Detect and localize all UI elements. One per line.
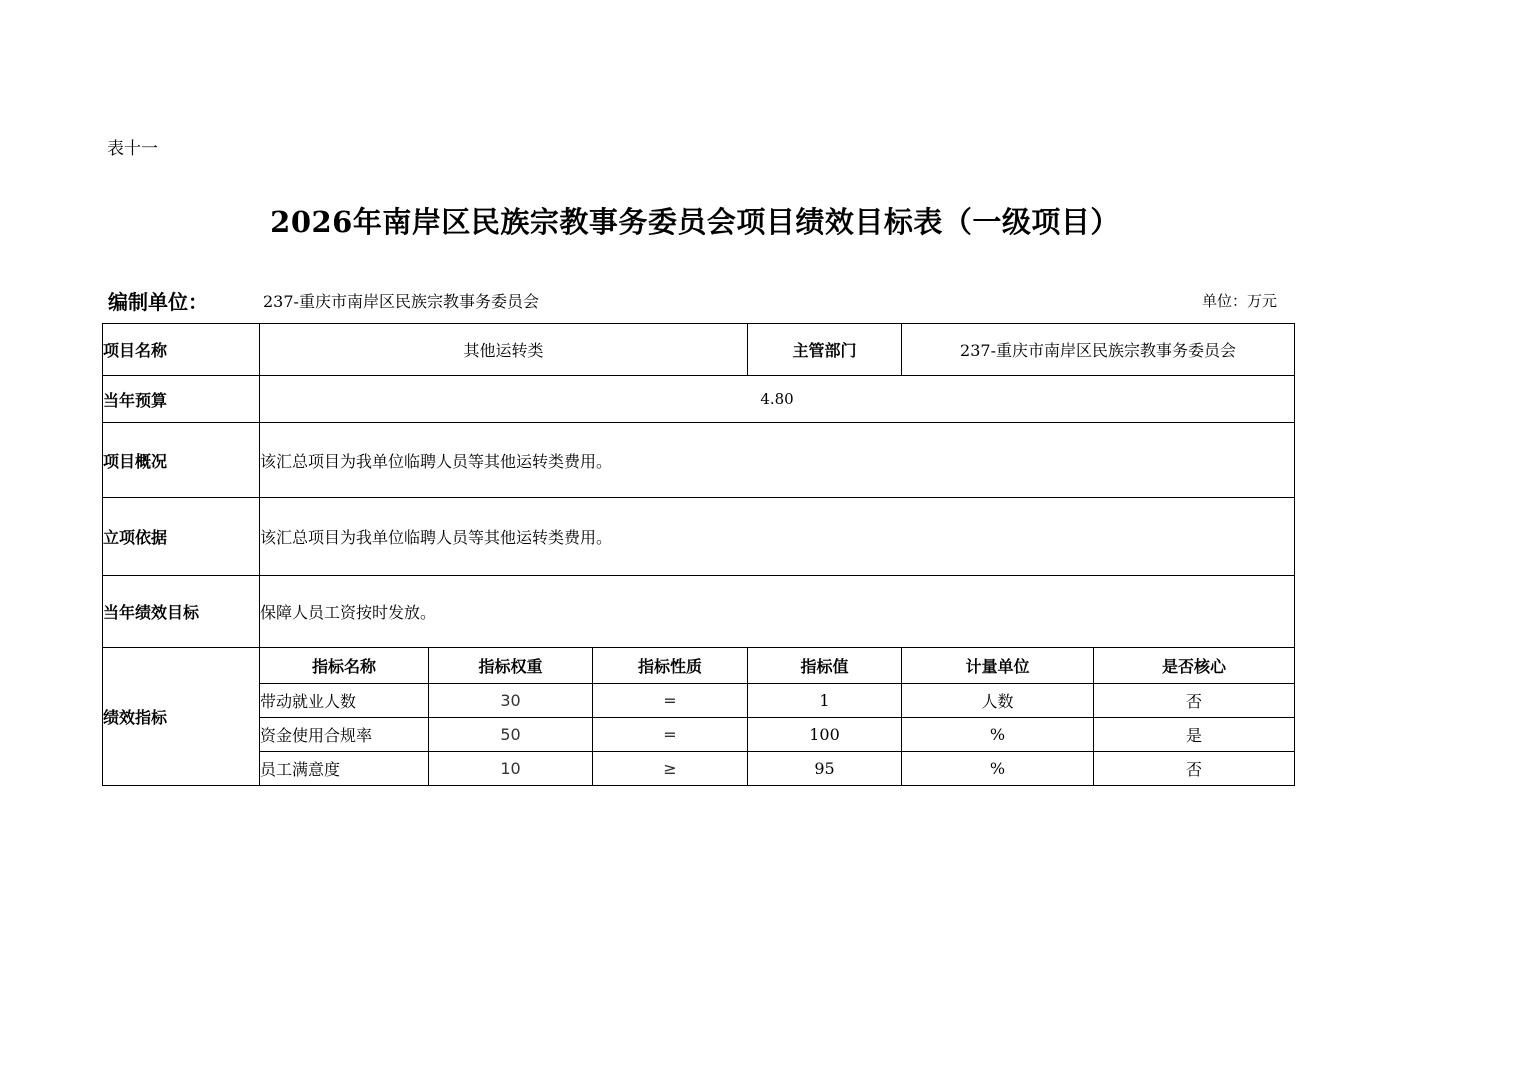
header-indicator-value: 指标值: [748, 648, 902, 684]
goal-row: [103, 576, 1295, 648]
table-row: [103, 684, 1295, 718]
indicator-unit: %: [902, 718, 1094, 752]
budget-row: [103, 376, 1295, 423]
table-row: [103, 718, 1295, 752]
indicator-unit: %: [902, 752, 1094, 786]
indicators-label: 绩效指标: [103, 648, 260, 786]
goal-value: 保障人员工资按时发放。: [260, 576, 1295, 648]
unit-label: 单位：万元: [1202, 292, 1278, 310]
indicator-nature: ≥: [593, 752, 748, 786]
dept-value: 237-重庆市南岸区民族宗教事务委员会: [902, 324, 1295, 376]
indicator-core: 否: [1094, 752, 1295, 786]
indicator-value: 100: [748, 718, 902, 752]
page-title: 2026年南岸区民族宗教事务委员会项目绩效目标表（一级项目）: [270, 205, 1120, 239]
indicator-name: 带动就业人数: [260, 684, 429, 718]
table-number: 表十一: [107, 139, 158, 159]
budget-value: 4.80: [260, 376, 1295, 423]
table-row: [103, 752, 1295, 786]
org-label: 编制单位：: [108, 290, 208, 314]
header-measure-unit: 计量单位: [902, 648, 1094, 684]
dept-label: 主管部门: [748, 324, 902, 376]
indicator-value: 95: [748, 752, 902, 786]
project-name-row: [103, 324, 1295, 376]
basis-value: 该汇总项目为我单位临聘人员等其他运转类费用。: [260, 498, 1295, 576]
indicator-name: 资金使用合规率: [260, 718, 429, 752]
indicator-core: 是: [1094, 718, 1295, 752]
org-value: 237-重庆市南岸区民族宗教事务委员会: [263, 292, 539, 311]
header-indicator-nature: 指标性质: [593, 648, 748, 684]
goal-label: 当年绩效目标: [103, 576, 260, 648]
indicator-weight: 30: [429, 684, 593, 718]
indicator-unit: 人数: [902, 684, 1094, 718]
header-indicator-weight: 指标权重: [429, 648, 593, 684]
indicator-nature: =: [593, 684, 748, 718]
project-name-value: 其他运转类: [260, 324, 748, 376]
header-indicator-name: 指标名称: [260, 648, 429, 684]
basis-row: [103, 498, 1295, 576]
indicator-weight: 10: [429, 752, 593, 786]
overview-value: 该汇总项目为我单位临聘人员等其他运转类费用。: [260, 423, 1295, 498]
indicator-core: 否: [1094, 684, 1295, 718]
indicator-value: 1: [748, 684, 902, 718]
budget-label: 当年预算: [103, 376, 260, 423]
basis-label: 立项依据: [103, 498, 260, 576]
overview-row: [103, 423, 1295, 498]
indicator-weight: 50: [429, 718, 593, 752]
indicator-name: 员工满意度: [260, 752, 429, 786]
overview-label: 项目概况: [103, 423, 260, 498]
indicator-nature: =: [593, 718, 748, 752]
performance-table: [102, 323, 1295, 786]
project-name-label: 项目名称: [103, 324, 260, 376]
indicator-header-row: [103, 648, 1295, 684]
header-is-core: 是否核心: [1094, 648, 1295, 684]
